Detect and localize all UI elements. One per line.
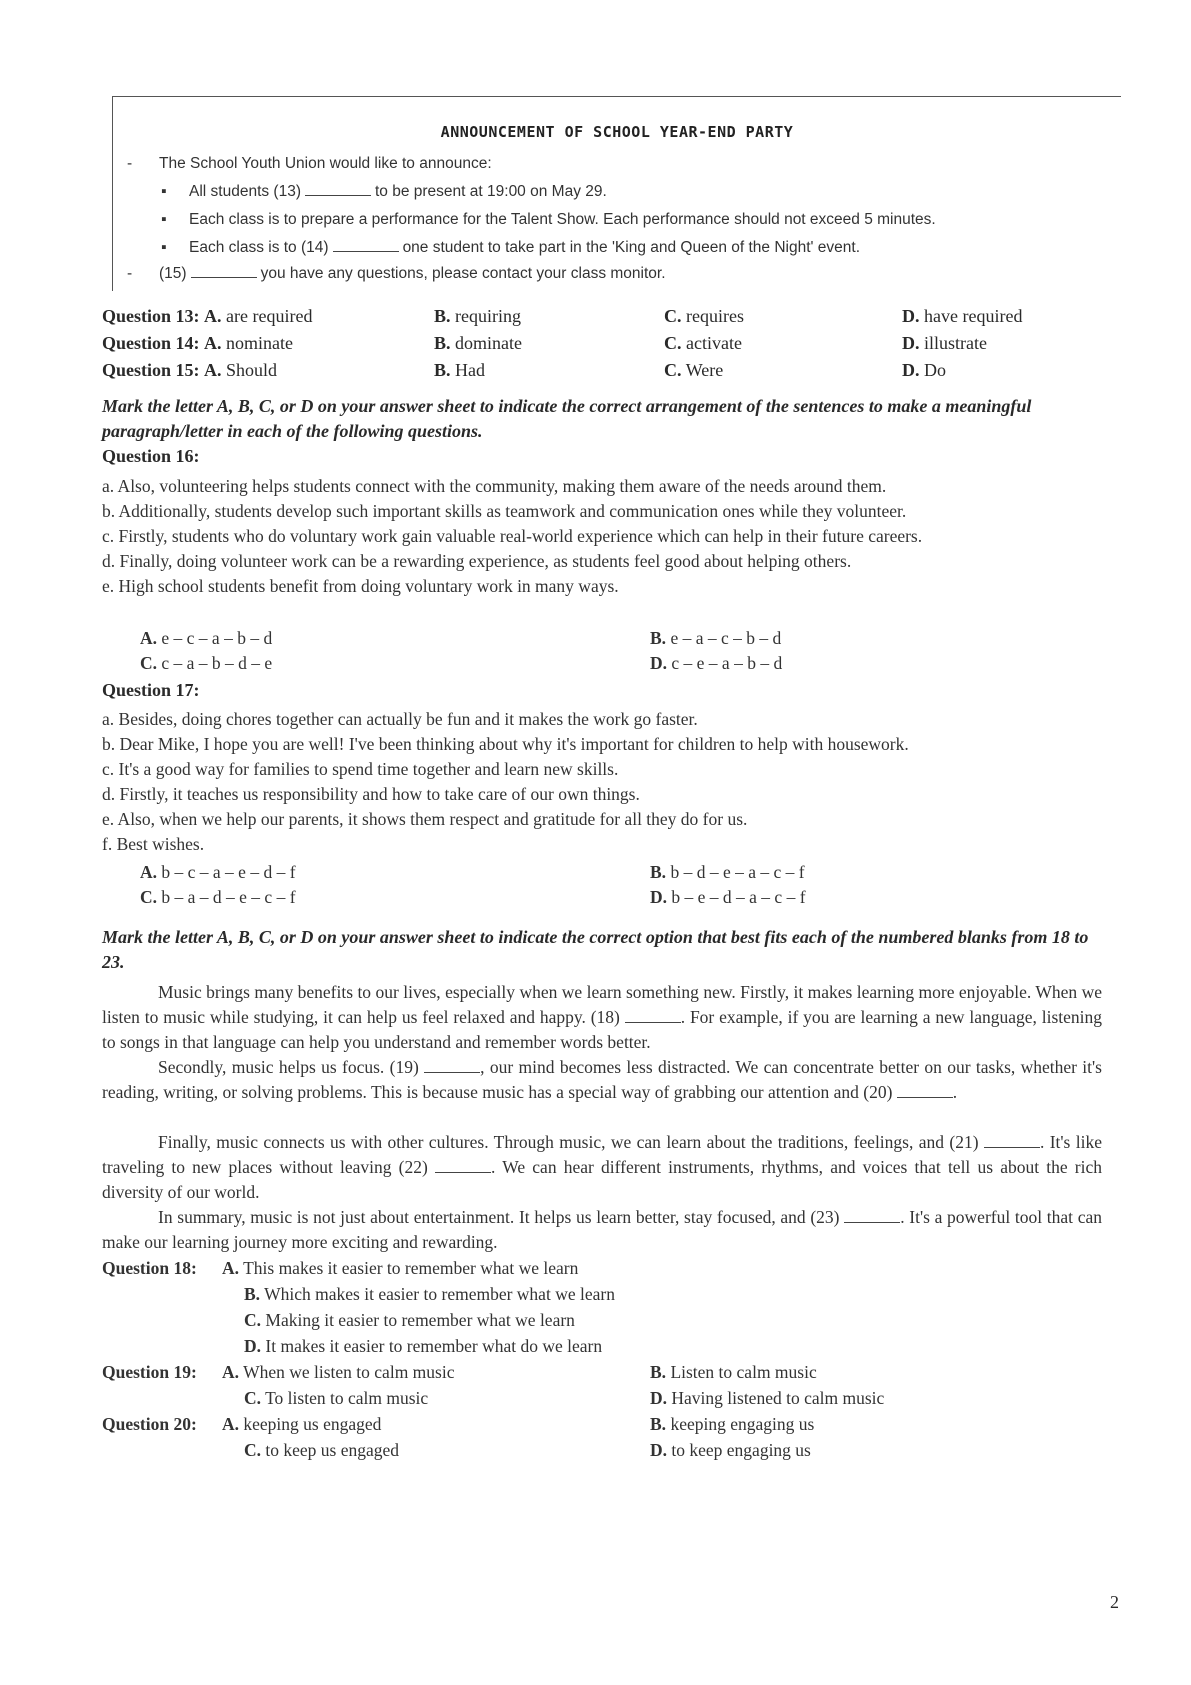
- blank-20: [897, 1083, 953, 1098]
- sentence-d: d. Finally, doing volunteer work can be a rewarding experience, as students feel good about helping others.: [102, 551, 852, 571]
- q18-option-c: C. Making it easier to remember what we learn: [244, 1310, 575, 1330]
- blank-22: [435, 1158, 491, 1173]
- question-16-heading: Question 16:: [102, 446, 200, 466]
- announcement-title: ANNOUNCEMENT OF SCHOOL YEAR-END PARTY: [440, 123, 794, 141]
- sentence-a: a. Also, volunteering helps students connect with the community, making them aware of the needs around them.: [102, 476, 887, 496]
- q16-option-a: A. e – c – a – b – d: [140, 628, 273, 648]
- sentence-e: e. High school students benefit from doing voluntary work in many ways.: [102, 576, 619, 596]
- announcement-box: [112, 96, 1121, 291]
- question-19-heading: Question 19:: [102, 1362, 197, 1382]
- q19-option-b: B. Listen to calm music: [650, 1362, 817, 1382]
- question-16-sentences: [102, 474, 1102, 599]
- q16-option-b: B. e – a – c – b – d: [650, 628, 782, 648]
- page-number: 2: [1110, 1592, 1119, 1612]
- q16-option-d: D. c – e – a – b – d: [650, 653, 783, 673]
- sentence-c: c. Firstly, students who do voluntary work gain valuable real-world experience which can help in their future careers.: [102, 526, 923, 546]
- passage-paragraph-1: Music brings many benefits to our lives, especially when we learn something new. Firstly, it makes learning more enjoyable. When we listen to music while studying, it can help us feel relaxed and happy. (18) . For example, if you are learning a new language, listening to songs in that language can help you understand and remember words better.: [102, 982, 1102, 1052]
- q17-option-b: B. b – d – e – a – c – f: [650, 862, 805, 882]
- q18-option-d: D. It makes it easier to remember what do we learn: [244, 1336, 603, 1356]
- blank-23: [844, 1208, 900, 1223]
- blank-13: [305, 183, 371, 196]
- blank-19: [424, 1058, 480, 1073]
- dash-marker: -: [127, 155, 133, 172]
- blank-18: [625, 1008, 681, 1023]
- sentence-b: b. Additionally, students develop such important skills as teamwork and communication ones while they volunteer.: [102, 501, 907, 521]
- q17-option-a: A. b – c – a – e – d – f: [140, 862, 296, 882]
- q16-option-c: C. c – a – b – d – e: [140, 653, 273, 673]
- passage-paragraph-4: In summary, music is not just about entertainment. It helps us learn better, stay focused, and (23) . It's a powerful tool that can make our learning journey more exciting and rewarding.: [102, 1207, 1103, 1252]
- bullet-marker: ▪: [161, 239, 167, 256]
- question-20-heading: Question 20:: [102, 1414, 197, 1434]
- bullet-marker: ▪: [161, 183, 167, 200]
- q20-option-b: B. keeping engaging us: [650, 1414, 815, 1434]
- q20-option-d: D. to keep engaging us: [650, 1440, 811, 1460]
- blank-15: [191, 265, 257, 278]
- q19-option-a: A. When we listen to calm music: [222, 1362, 455, 1382]
- q18-option-b: B. Which makes it easier to remember what we learn: [244, 1284, 615, 1304]
- q17-option-d: D. b – e – d – a – c – f: [650, 887, 806, 907]
- passage-paragraph-3: Finally, music connects us with other cultures. Through music, we can learn about the traditions, feelings, and (21) . It's like traveling to new places without leaving (22) . We can hear different instruments, rhythms, and voices that tell us about the rich diversity of our world.: [102, 1132, 1102, 1202]
- instruction-arrangement: Mark the letter A, B, C, or D on your answer sheet to indicate the correct arrangement of the sentences to make a meaningful paragraph/letter in each of the following questions.: [102, 396, 1032, 441]
- bullet-3-text: Each class is to (14) one student to take part in the 'King and Queen of the Night' event.: [189, 239, 861, 256]
- exam-page: ANNOUNCEMENT OF SCHOOL YEAR-END PARTY - The School Youth Union would like to announce: ▪ All students (13) to be present at 19:00 on May 29. ▪ Each class is to prepare a performance for the Talent Show. Each performance should not exceed 5 minutes. ▪ Each class is to (14) one student to take part in the 'King and Queen of the Night' event. - (15) you have any questions, please contact your class monitor. Question 13: A. are required B. requiring C. requires D. have required Question 14: A. nominate B. dominate C. activate D. illustrate Question 15: A. Should B. Had C. Were D. Do Mark the letter A, B, C, or D on your answer sheet to indicate the correct arrangement of the sentences to make a meaningful paragraph/letter in each of the following questions. Question 16: a. Also, volunteering helps students connect with the community, making them aware of the needs around them. b. Additionally, students develop such important skills as teamwork and communication ones while they volunteer. c. Firstly, students who do voluntary work gain valuable real-world experience which can help in their future careers. d. Finally, doing volunteer work can be a rewarding experience, as students feel good about helping others. e. High school students benefit from doing voluntary work in many ways. A. e – c – a – b – d B. e – a – c – b – d C. c – a – b – d – e D. c – e – a – b – d Question 17: a. Besides, doing chores together can actually be fun and it makes the work go faster. b. Dear Mike, I hope you are well! I've been thinking about why it's important for children to help with housework. c. It's a good way for families to spend time together and learn new skills. d. Firstly, it teaches us responsibility and how to take care of our own things. e. Also, when we help our parents, it shows them respect and gratitude for all they do for us. f. Best wishes. A. b – c – a – e – d – f B. b – d – e – a – c – f C. b – a – d – e – c – f D. b – e – d – a – c – f Mark the letter A, B, C, or D on your answer sheet to indicate the correct option that best fits each of the numbered blanks from 18 to 23. Music brings many benefits to our lives, especially when we learn something new. Firstly, it makes learning more enjoyable. When we listen to music while studying, it can help us feel relaxed and happy. (18) . For example, if you are learning a new language, listening to songs in that language can help you understand and remember words better. Secondly, music helps us focus. (19) , our mind becomes less distracted. We can concentrate better on our tasks, whether it's reading, writing, or solving problems. This is because music has a special way of grabbing our attention and (20) . Finally, music connects us with other cultures. Through music, we can learn about the traditions, feelings, and (21) . It's like traveling to new places without leaving (22) . We can hear different instruments, rhythms, and voices that tell us about the rich diversity of our world. In summary, music is not just about entertainment. It helps us learn better, stay focused, and (23) . It's a powerful tool that can make our learning journey more exciting and rewarding. Question 18: A. This makes it easier to remember what we learn B. Which makes it easier to remember what we learn C. Making it easier to remember what we learn D. It makes it easier to remember what do we learn Question 19: A. When we listen to calm music B. Listen to calm music C. To listen to calm music D. Having listened to calm music Question 20: A. keeping us engaged B. keeping engaging us C. to keep us engaged D. to keep engaging us 2: [0, 0, 1191, 1685]
- instruction-cloze: Mark the letter A, B, C, or D on your answer sheet to indicate the correct option that best fits each of the numbered blanks from 18 to 23.: [102, 927, 1089, 972]
- announcement-intro: The School Youth Union would like to announce:: [159, 155, 492, 172]
- bullet-marker: ▪: [161, 211, 167, 228]
- sentence-b: b. Dear Mike, I hope you are well! I've been thinking about why it's important for children to help with housework.: [102, 734, 909, 754]
- blank-14: [333, 239, 399, 252]
- bullet-1-text: All students (13) to be present at 19:00 on May 29.: [189, 183, 607, 200]
- dash-marker: -: [127, 265, 133, 282]
- sentence-c: c. It's a good way for families to spend time together and learn new skills.: [102, 759, 619, 779]
- question-18-heading: Question 18:: [102, 1258, 197, 1278]
- q18-option-a: A. This makes it easier to remember what we learn: [222, 1258, 579, 1278]
- bullet-2-text: Each class is to prepare a performance for the Talent Show. Each performance should not exceed 5 minutes.: [189, 211, 936, 228]
- question-17-heading: Question 17:: [102, 680, 200, 700]
- sentence-e: e. Also, when we help our parents, it shows them respect and gratitude for all they do for us.: [102, 809, 748, 829]
- passage-paragraph-2: Secondly, music helps us focus. (19) , our mind becomes less distracted. We can concentrate better on our tasks, whether it's reading, writing, or solving problems. This is because music has a special way of grabbing our attention and (20) .: [102, 1057, 1102, 1102]
- q19-option-c: C. To listen to calm music: [244, 1388, 429, 1408]
- q20-option-c: C. to keep us engaged: [244, 1440, 400, 1460]
- question-17-sentences: [102, 707, 1102, 857]
- q19-option-d: D. Having listened to calm music: [650, 1388, 885, 1408]
- sentence-d: d. Firstly, it teaches us responsibility and how to take care of our own things.: [102, 784, 640, 804]
- q20-option-a: A. keeping us engaged: [222, 1414, 382, 1434]
- sentence-a: a. Besides, doing chores together can actually be fun and it makes the work go faster.: [102, 709, 698, 729]
- blank-21: [984, 1133, 1040, 1148]
- line-4-text: (15) you have any questions, please contact your class monitor.: [159, 265, 666, 282]
- sentence-f: f. Best wishes.: [102, 834, 205, 854]
- q17-option-c: C. b – a – d – e – c – f: [140, 887, 296, 907]
